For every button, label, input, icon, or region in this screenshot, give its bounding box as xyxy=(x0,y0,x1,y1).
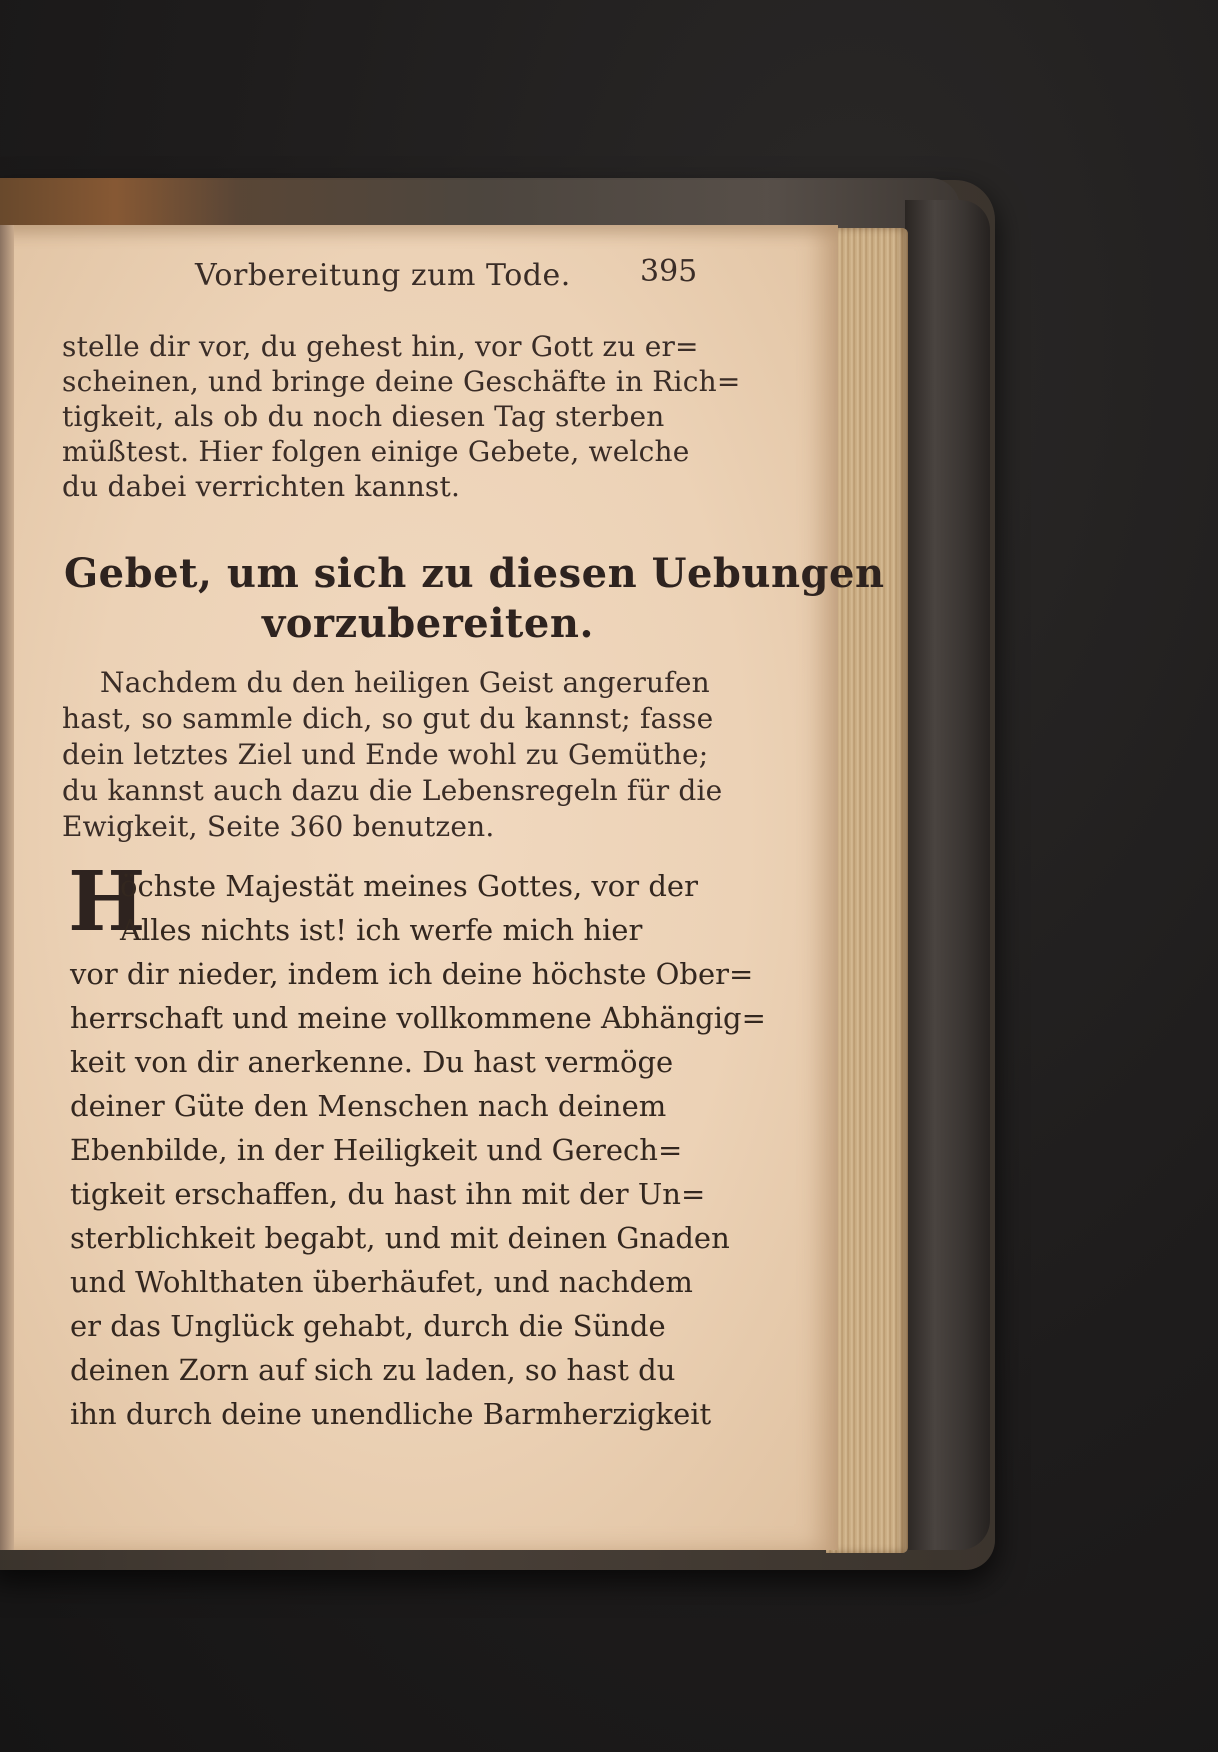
page-gutter xyxy=(0,225,14,1550)
prayer-line: deiner Güte den Menschen nach deinem xyxy=(70,1089,667,1123)
instruction-line: hast, so sammle dich, so gut du kannst; fasse xyxy=(62,702,714,735)
instruction-line: dein letztes Ziel und Ende wohl zu Gemüthe; xyxy=(62,738,709,771)
prayer-line: keit von dir anerkenne. Du hast vermöge xyxy=(70,1045,674,1079)
running-head: Vorbereitung zum Tode. xyxy=(195,258,571,293)
intro-line: müßtest. Hier folgen einige Gebete, welche xyxy=(62,435,690,468)
prayer-line: deinen Zorn auf sich zu laden, so hast du xyxy=(70,1353,676,1387)
instruction-line: du kannst auch dazu die Lebensregeln für die xyxy=(62,774,723,807)
page-block-edges xyxy=(826,228,908,1553)
book-cover-top-edge xyxy=(0,178,960,230)
instruction-line: Ewigkeit, Seite 360 benutzen. xyxy=(62,810,495,843)
section-heading-line-2: vorzubereiten. xyxy=(262,600,594,647)
section-heading-line-1: Gebet, um sich zu diesen Uebungen xyxy=(64,550,885,597)
page-number: 395 xyxy=(640,254,698,289)
prayer-line: öchste Majestät meines Gottes, vor der xyxy=(120,869,698,903)
book-cover-fore-edge xyxy=(905,200,990,1550)
prayer-line: herrschaft und meine vollkommene Abhängig= xyxy=(70,1001,766,1035)
prayer-line: und Wohlthaten überhäufet, und nachdem xyxy=(70,1265,693,1299)
prayer-line: ihn durch deine unendliche Barmherzigkeit xyxy=(70,1397,712,1431)
prayer-line: vor dir nieder, indem ich deine höchste Ober= xyxy=(70,957,754,991)
drop-cap: H xyxy=(68,854,146,950)
prayer-line: er das Unglück gehabt, durch die Sünde xyxy=(70,1309,666,1343)
intro-line: stelle dir vor, du gehest hin, vor Gott zu er= xyxy=(62,330,699,363)
prayer-line: sterblichkeit begabt, und mit deinen Gnaden xyxy=(70,1221,730,1255)
prayer-line: Alles nichts ist! ich werfe mich hier xyxy=(120,913,643,947)
prayer-line: Ebenbilde, in der Heiligkeit und Gerech= xyxy=(70,1133,683,1167)
intro-line: scheinen, und bringe deine Geschäfte in Rich= xyxy=(62,365,741,398)
intro-line: tigkeit, als ob du noch diesen Tag sterben xyxy=(62,400,665,433)
prayer-line: tigkeit erschaffen, du hast ihn mit der Un= xyxy=(70,1177,706,1211)
intro-line: du dabei verrichten kannst. xyxy=(62,470,461,503)
instruction-line: Nachdem du den heiligen Geist angerufen xyxy=(100,666,710,699)
